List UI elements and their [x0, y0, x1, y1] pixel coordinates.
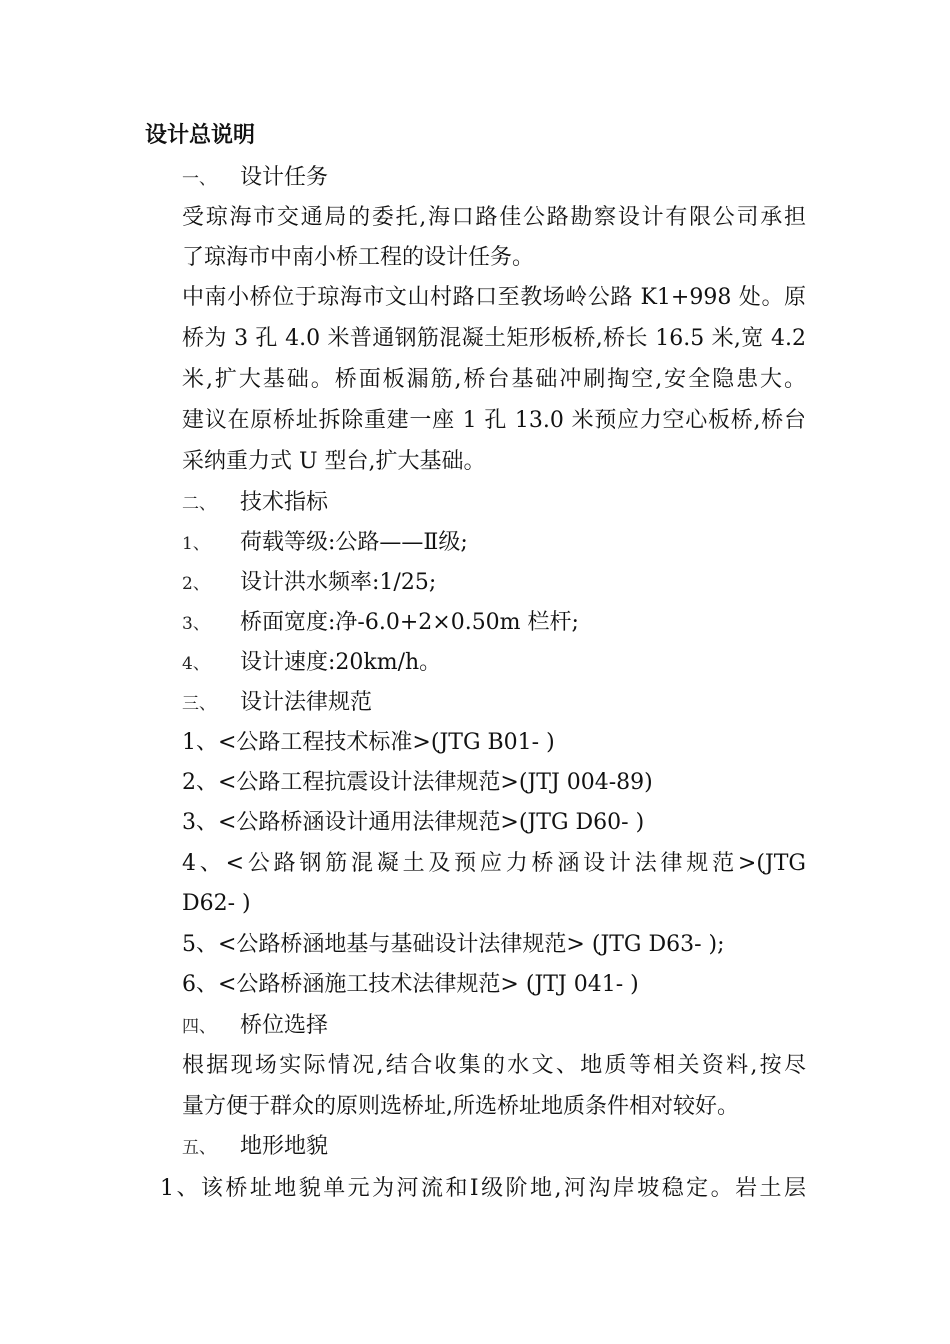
section-number: 三、	[182, 694, 216, 714]
paragraph-line: 中南小桥位于琼海市文山村路口至教场岭公路 K1+998 处。原	[182, 285, 806, 310]
paragraph-line: 米,扩大基础。桥面板漏筋,桥台基础冲刷掏空,安全隐患大。	[182, 367, 806, 392]
section-title: 地形地貌	[240, 1134, 329, 1159]
document-title: 设计总说明	[145, 123, 256, 148]
item-number: 4、	[182, 654, 210, 674]
paragraph-line: 受琼海市交通局的委托,海口路佳公路勘察设计有限公司承担	[182, 205, 806, 230]
paragraph-line: 采纳重力式 U 型台,扩大基础。	[182, 449, 486, 474]
standard-item-continued: D62- )	[182, 891, 251, 916]
item-text: 荷载等级:公路——Ⅱ级;	[240, 530, 468, 555]
paragraph-line: 桥为 3 孔 4.0 米普通钢筋混凝土矩形板桥,桥长 16.5 米,宽 4.2	[182, 326, 806, 351]
section-number: 五、	[182, 1138, 216, 1158]
item-text: 设计洪水频率:1/25;	[240, 570, 437, 595]
standard-item: 2、<公路工程抗震设计法律规范>(JTJ 004-89)	[182, 770, 653, 795]
section-heading-4	[182, 1012, 328, 1041]
indicator-item	[182, 529, 468, 558]
section-title: 设计法律规范	[240, 690, 373, 715]
paragraph-line: 量方便于群众的原则选桥址,所选桥址地质条件相对较好。	[182, 1094, 739, 1119]
section-title: 桥位选择	[240, 1013, 329, 1038]
section-heading-5	[182, 1133, 328, 1162]
standard-item: 3、<公路桥涵设计通用法律规范>(JTG D60- )	[182, 810, 645, 835]
paragraph-line: 1、该桥址地貌单元为河流和Ⅰ级阶地,河沟岸坡稳定。岩土层	[160, 1176, 806, 1201]
section-title: 设计任务	[240, 165, 329, 190]
standard-item: 1、<公路工程技术标准>(JTG B01- )	[182, 730, 555, 755]
section-number: 二、	[182, 494, 216, 514]
standard-item: 5、<公路桥涵地基与基础设计法律规范> (JTG D63- );	[182, 932, 725, 957]
paragraph-line: 了琼海市中南小桥工程的设计任务。	[182, 245, 535, 270]
item-number: 3、	[182, 614, 210, 634]
item-text: 设计速度:20km/h。	[240, 650, 442, 675]
section-heading-3	[182, 689, 372, 718]
indicator-item	[182, 609, 579, 638]
section-heading-1	[182, 164, 328, 193]
item-number: 1、	[182, 534, 210, 554]
standard-item: 4、<公路钢筋混凝土及预应力桥涵设计法律规范>(JTG	[182, 851, 806, 876]
section-number: 四、	[182, 1017, 216, 1037]
section-number: 一、	[182, 169, 216, 189]
paragraph-line: 建议在原桥址拆除重建一座 1 孔 13.0 米预应力空心板桥,桥台	[182, 408, 806, 433]
paragraph-line: 根据现场实际情况,结合收集的水文、地质等相关资料,按尽	[182, 1053, 806, 1078]
section-heading-2	[182, 489, 328, 518]
item-text: 桥面宽度:净-6.0+2×0.50m 栏杆;	[240, 610, 579, 635]
indicator-item	[182, 569, 436, 598]
standard-item: 6、<公路桥涵施工技术法律规范> (JTJ 041- )	[182, 972, 639, 997]
item-number: 2、	[182, 574, 210, 594]
section-title: 技术指标	[240, 490, 329, 515]
indicator-item	[182, 649, 441, 678]
